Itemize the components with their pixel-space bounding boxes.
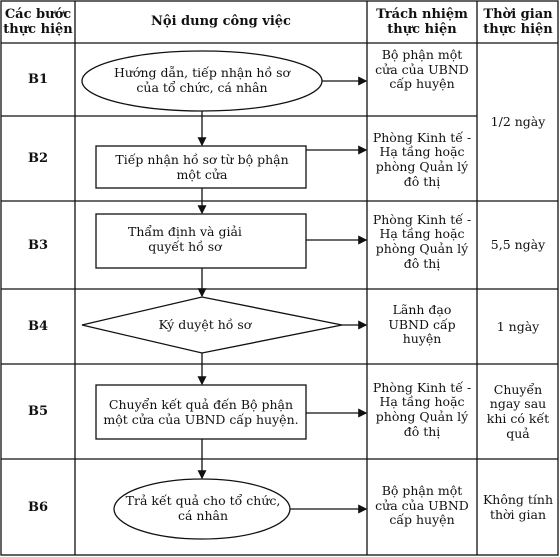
flow-node-b2: Tiếp nhận hồ sơ từ bộ phận một cửa	[115, 152, 289, 182]
responsibility-b4: Lãnh đạo UBND cấp huyện	[388, 301, 456, 347]
flow-node-b4: Ký duyệt hồ sơ	[158, 316, 252, 332]
responsibility-b1: Bộ phận một cửa của UBND cấp huyện	[375, 46, 469, 92]
step-label-b2: B2	[27, 151, 49, 167]
flow-node-b1: Hướng dẫn, tiếp nhận hồ sơ của tổ chức, cá nhân	[113, 65, 291, 95]
step-label-b4: B4	[27, 319, 49, 335]
header-responsibility: Trách nhiệm thực hiện	[376, 6, 468, 37]
time-b1-b2: 1/2 ngày	[490, 114, 546, 130]
header-content: Nội dung công việc	[151, 14, 291, 30]
responsibility-b3: Phòng Kinh tế - Hạ tầng hoặc phòng Quản lý đô thị	[372, 211, 472, 271]
time-b4: 1 ngày	[496, 318, 540, 334]
step-label-b6: B6	[27, 500, 49, 516]
responsibility-b2: Phòng Kinh tế - Hạ tầng hoặc phòng Quản lý đô thị	[372, 129, 472, 189]
responsibility-b5: Phòng Kinh tế - Hạ tầng hoặc phòng Quản lý đô thị	[372, 379, 472, 439]
flow-node-b5: Chuyển kết quả đến Bộ phận một cửa của UBND cấp huyện.	[103, 397, 299, 427]
time-b3: 5,5 ngày	[490, 237, 546, 253]
step-label-b5: B5	[27, 404, 49, 420]
header-time: Thời gian thực hiện	[483, 6, 553, 37]
step-label-b3: B3	[27, 237, 49, 253]
responsibility-b6: Bộ phận một cửa của UBND cấp huyện	[375, 482, 469, 528]
header-step: Các bước thực hiện	[3, 6, 73, 37]
time-b6: Không tính thời gian	[482, 492, 554, 522]
time-b5: Chuyển ngay sau khi có kết quả	[486, 381, 550, 441]
step-label-b1: B1	[27, 72, 49, 88]
flow-node-b6: Trả kết quả cho tổ chức, cá nhân	[125, 493, 281, 523]
flow-node-b3: Thẩm định và giải quyết hồ sơ	[128, 224, 242, 254]
